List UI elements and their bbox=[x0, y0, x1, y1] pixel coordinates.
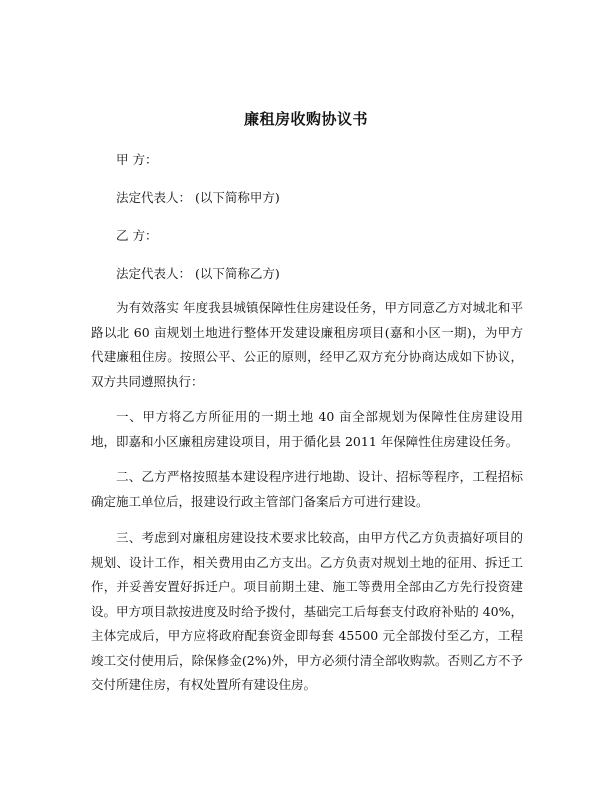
clause-2-paragraph: 二、乙方严格按照基本建设程序进行地勘、设计、招标等程序，工程招标确定施工单位后，报建设行政主管部门备案后方可进行建设。 bbox=[91, 469, 523, 509]
clause-1-paragraph: 一、甲方将乙方所征用的一期土地 40 亩全部规划为保障性住房建设用地，即嘉和小区廉租房建设项目，用于循化县 2011 年保障性住房建设任务。 bbox=[91, 409, 523, 449]
party-a-label: 甲 方： bbox=[116, 152, 158, 167]
clause-3-paragraph: 三、考虑到对廉租房建设技术要求比较高，由甲方代乙方负责搞好项目的规划、设计工作，相关费用由乙方支出。乙方负责对规划土地的征用、拆迁工作，并妥善安置好拆迁户。项目前期土建、施工等费用全部由乙方先行投资建设。甲方项目款按进度及时给予拨付，基础完工后每套支付政府补贴的 40%，主体完成后，甲方应将政府配套资金即每套 45500 元全部拨付至乙方，工程竣工交付使用后，除保修金(2%)外，甲方必须付清全部收购款。否则乙方不予交付所建住房，有权处置所有建设住房。 bbox=[91, 530, 523, 692]
party-b-representative: 法定代表人： (以下简称乙方) bbox=[116, 266, 280, 281]
party-b-label: 乙 方： bbox=[116, 228, 158, 243]
party-a-representative: 法定代表人： (以下简称甲方) bbox=[116, 190, 280, 205]
document-title: 廉租房收购协议书 bbox=[243, 110, 368, 128]
intro-paragraph: 为有效落实 年度我县城镇保障性住房建设任务，甲方同意乙方对城北和平路以北 60 亩规划土地进行整体开发建设廉租房项目(嘉和小区一期)，为甲方代建廉租住房。按照公平、公正的原则，经甲乙双方充分协商达成如下协议，双方共同遵照执行： bbox=[91, 300, 523, 389]
